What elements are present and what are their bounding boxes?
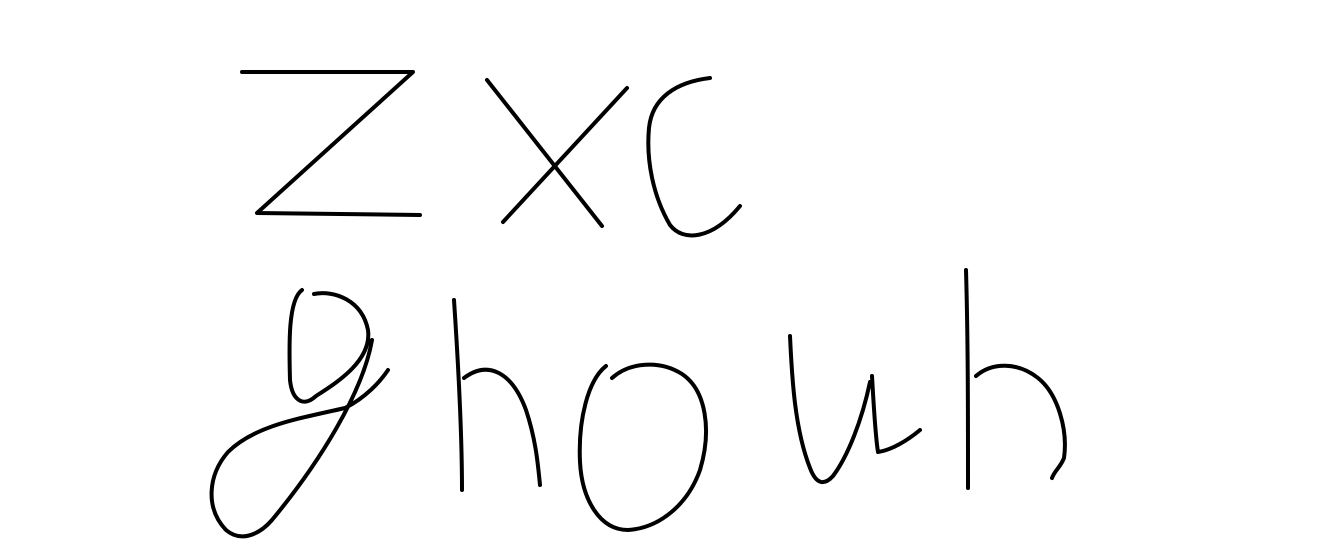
letter-z <box>242 72 420 215</box>
letter-o <box>580 365 706 530</box>
letter-h <box>454 300 540 490</box>
letter-c <box>648 78 740 235</box>
handwritten-line-ghoul <box>212 270 1065 536</box>
letter-h-second <box>966 270 1065 488</box>
letter-x <box>487 80 627 226</box>
handwritten-line-zxc <box>242 72 740 235</box>
letter-u <box>790 336 920 482</box>
letter-g <box>212 290 388 536</box>
